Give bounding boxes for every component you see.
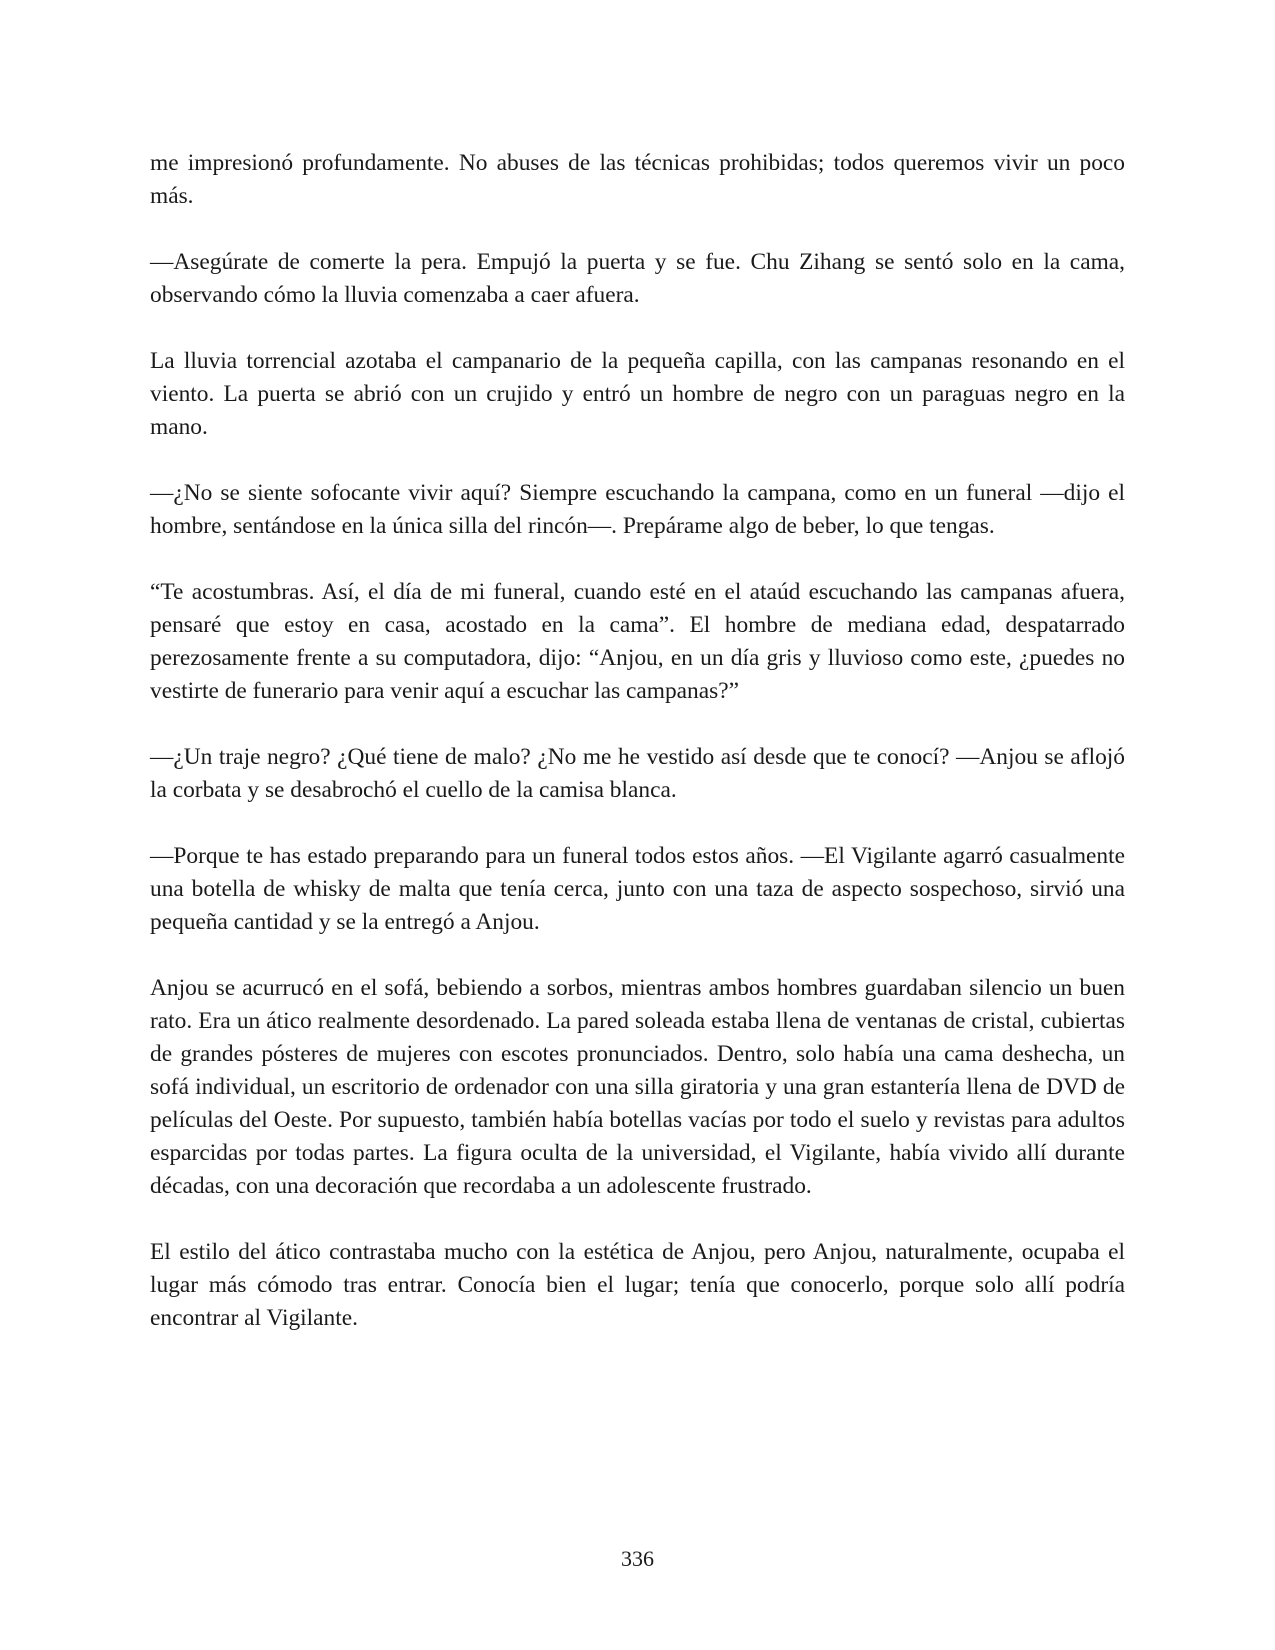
paragraph: —Asegúrate de comerte la pera. Empujó la puerta y se fue. Chu Zihang se sentó solo en la cama, observando cómo la lluvia comenzaba a caer afuera.: [150, 249, 1125, 308]
paragraph: me impresionó profundamente. No abuses de las técnicas prohibidas; todos queremos vivir un poco más.: [150, 150, 1125, 209]
paragraph: —¿Un traje negro? ¿Qué tiene de malo? ¿No me he vestido así desde que te conocí? —Anjou se aflojó la corbata y se desabrochó el cuello de la camisa blanca.: [150, 744, 1125, 803]
paragraph: “Te acostumbras. Así, el día de mi funeral, cuando esté en el ataúd escuchando las campanas afuera, pensaré que estoy en casa, acostado en la cama”. El hombre de mediana edad, despatarrado perezosamente frente a su computadora, dijo: “Anjou, en un día gris y lluvioso como este, ¿puedes no vestirte de funerario para venir aquí a escuchar las campanas?”: [150, 579, 1125, 704]
paragraph: Anjou se acurrucó en el sofá, bebiendo a sorbos, mientras ambos hombres guardaban silencio un buen rato. Era un ático realmente desordenado. La pared soleada estaba llena de ventanas de cristal, cubiertas de grandes pósteres de mujeres con escotes pronunciados. Dentro, solo había una cama deshecha, un sofá individual, un escritorio de ordenador con una silla giratoria y una gran estantería llena de DVD de películas del Oeste. Por supuesto, también había botellas vacías por todo el suelo y revistas para adultos esparcidas por todas partes. La figura oculta de la universidad, el Vigilante, había vivido allí durante décadas, con una decoración que recordaba a un adolescente frustrado.: [150, 975, 1125, 1199]
page-number: 336: [621, 1546, 654, 1571]
paragraph: —¿No se siente sofocante vivir aquí? Siempre escuchando la campana, como en un funeral —dijo el hombre, sentándose en la única silla del rincón—. Prepárame algo de beber, lo que tengas.: [150, 480, 1125, 539]
paragraph: La lluvia torrencial azotaba el campanario de la pequeña capilla, con las campanas resonando en el viento. La puerta se abrió con un crujido y entró un hombre de negro con un paraguas negro en la mano.: [150, 348, 1125, 440]
paragraph: El estilo del ático contrastaba mucho con la estética de Anjou, pero Anjou, naturalmente, ocupaba el lugar más cómodo tras entrar. Conocía bien el lugar; tenía que conocerlo, porque solo allí podría encontrar al Vigilante.: [150, 1239, 1125, 1331]
paragraph: —Porque te has estado preparando para un funeral todos estos años. —El Vigilante agarró casualmente una botella de whisky de malta que tenía cerca, junto con una taza de aspecto sospechoso, sirvió una pequeña cantidad y se la entregó a Anjou.: [150, 843, 1125, 935]
body-text: [150, 147, 1125, 1368]
